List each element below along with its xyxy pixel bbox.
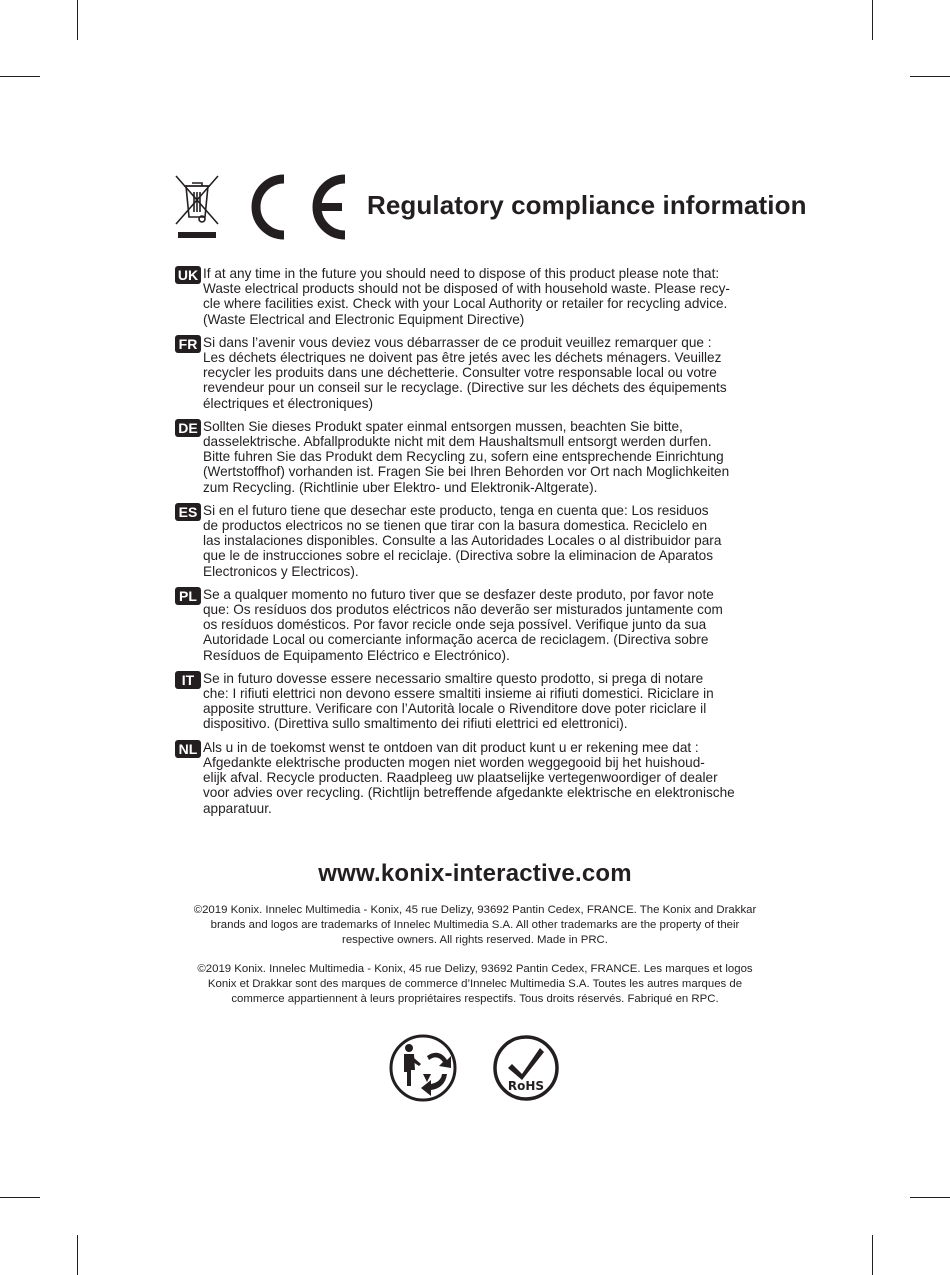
section-text-nl: Als u in de toekomst wenst te ontdoen van dit product kunt u er rekening mee dat : Afgedankte elektrische producten mogen niet worden weggegooid bij het huishoud- elijk afval. Recycle producten. Raadpleeg uw plaatselijke vertegenwoordiger of dealer voor advies over recycling. (Richtlijn betreffende afgedankte elektrische en elektronische apparatuur. [203, 739, 735, 816]
crop-mark-top-left-v [77, 0, 78, 40]
language-badge-es: ES [175, 503, 201, 521]
copyright-french: ©2019 Konix. Innelec Multimedia - Konix, 45 rue Delizy, 93692 Pantin Cedex, FRANCE. Les marques et logos Konix et Drakkar sont des marques de commerce d’Innelec Multimedia S.A. Toutes les autres marques de commerce appartiennent à leurs propriétaires respectifs. Tous droits réservés. Fabriqué en RPC. [197, 963, 753, 1006]
section-text-fr: Si dans l’avenir vous deviez vous débarrasser de ce produit veuillez remarquer que : Les déchets électriques ne doivent pas être jetés avec les déchets ménagers. Veuillez recycler les produits dans une déchetterie. Consulter votre responsable local ou votre revendeur pour un conseil sur le recyclage. (Directive sur les déchets des équipements électriques et électroniques) [203, 334, 727, 411]
tidyman-recycle-icon [387, 1034, 459, 1102]
crop-mark-bottom-left-v [77, 1235, 78, 1275]
language-badge-pl: PL [175, 587, 201, 605]
section-it [175, 671, 780, 732]
crop-mark-top-left-h [0, 76, 40, 77]
section-es [175, 503, 780, 579]
ce-mark-icon [248, 172, 346, 242]
website-url: www.konix-interactive.com [318, 860, 632, 887]
rohs-check-icon [492, 1034, 560, 1102]
rohs-label: RoHS [507, 1079, 545, 1093]
language-badge-it: IT [175, 671, 201, 689]
section-nl [175, 740, 780, 816]
crop-mark-top-right-h [910, 76, 950, 77]
section-text-uk: If at any time in the future you should need to dispose of this product please note that: Waste electrical products should not be disposed of with household waste. Please recy- cle where facilities exist. Check with your Local Authority or retailer for recycling advice. (Waste Electrical and Electronic Equipment Directive) [203, 266, 730, 327]
page-title: Regulatory compliance information [367, 190, 807, 220]
copyright-english: ©2019 Konix. Innelec Multimedia - Konix, 45 rue Delizy, 93692 Pantin Cedex, FRANCE. The Konix and Drakkar brands and logos are trademarks of Innelec Multimedia S.A. All other trademarks are the property of their respective owners. All rights reserved. Made in PRC. [193, 904, 757, 947]
bottom-icons [387, 1034, 563, 1104]
section-text-pl: Se a qualquer momento no futuro tiver que se desfazer deste produto, por favor note que: Os resíduos dos produtos eléctricos não deverão ser misturados juntamente com os resíduos domésticos. Por favor recicle onde seja possível. Verifique junto da sua Autoridade Local ou comerciante informação acerca de reciclagem. (Directiva sobre Resíduos de Equipamento Eléctrico e Electrónico). [203, 586, 723, 663]
section-fr [175, 335, 780, 411]
language-badge-nl: NL [175, 740, 201, 758]
crossed-out-wheelie-bin-icon [172, 172, 222, 242]
crop-mark-bottom-right-v [872, 1235, 873, 1275]
section-uk [175, 266, 780, 327]
page-header [172, 168, 807, 248]
language-badge-fr: FR [175, 335, 201, 353]
section-text-it: Se in futuro dovesse essere necessario smaltire questo prodotto, si prega di notare che: I rifiuti elettrici non devono essere smaltiti insieme ai rifiuti domestici. Riciclare in apposite strutture. Verificare con l’Autorità locale o Rivenditore dove poter riciclare il dispositivo. (Direttiva sullo smaltimento dei rifiuti elettrici ed elettronici). [203, 670, 714, 732]
section-text-es: Si en el futuro tiene que desechar este producto, tenga en cuenta que: Los residuos de productos electricos no se tienen que tirar con la basura domestica. Reciclelo en las instalaciones disponibles. Consulte a las Autoridades Locales o al distribuidor para que le de instrucciones sobre el reciclaje. (Directiva sobre la eliminacion de Aparatos Electronicos y Electricos). [203, 502, 722, 579]
crop-mark-bottom-left-h [0, 1197, 40, 1198]
crop-mark-top-right-v [872, 0, 873, 40]
section-text-de: Sollten Sie dieses Produkt spater einmal entsorgen mussen, beachten Sie bitte, dasselektrische. Abfallprodukte nicht mit dem Haushaltsmull entsorgt werden durfen. Bitte fuhren Sie das Produkt dem Recycling zu, sofern eine entsprechende Einrichtung (Wertstoffhof) vorhanden ist. Fragen Sie bei Ihren Behorden vor Ort nach Moglichkeiten zum Recycling. (Richtlinie uber Elektro- und Elektronik-Altgerate). [203, 418, 730, 495]
language-badge-uk: UK [175, 266, 201, 284]
language-sections [175, 266, 780, 824]
language-badge-de: DE [175, 419, 201, 437]
section-pl [175, 587, 780, 663]
section-de [175, 419, 780, 495]
crop-mark-bottom-right-h [910, 1197, 950, 1198]
